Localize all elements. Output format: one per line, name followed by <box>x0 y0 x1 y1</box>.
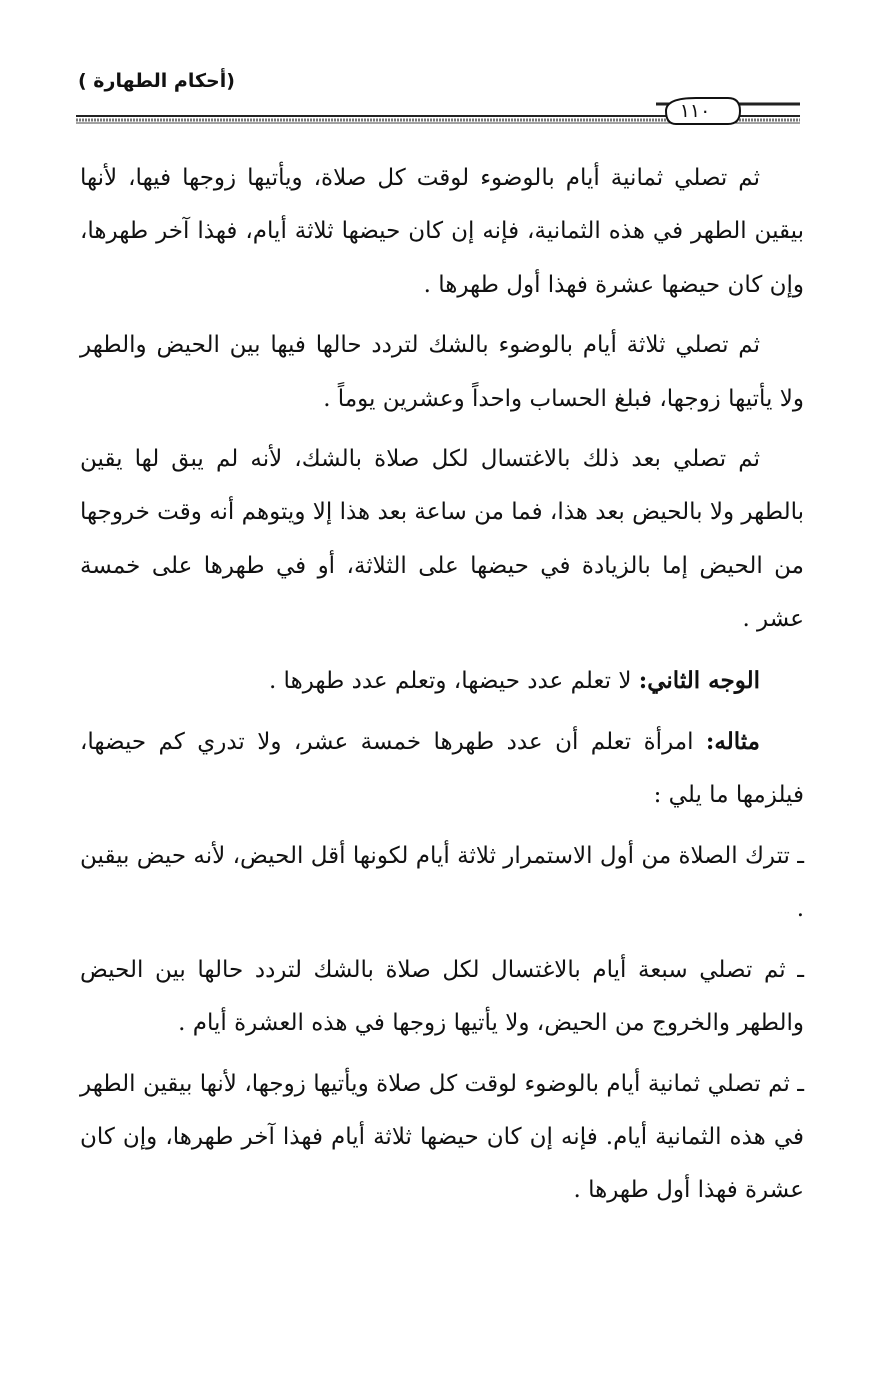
body-text <box>80 152 804 1225</box>
running-title: (أحكام الطهارة ) <box>78 70 235 92</box>
paragraph: ثم تصلي بعد ذلك بالاغتسال لكل صلاة بالشك، لأنه لم يبق لها يقين بالطهر ولا بالحيض بعد هذا، فما من ساعة بعد هذا إلا ويتوهم أنه وقت خروجها من الحيض إما بالزيادة في حيضها على الثلاثة، أو في طهرها على خمسة عشر . <box>80 446 804 633</box>
paragraph-label: الوجه الثاني: <box>638 666 760 694</box>
paragraph: ـ ثم تصلي ثمانية أيام بالوضوء لوقت كل صلاة ويأتيها زوجها، لأنها بيقين الطهر في هذه الثمانية أيام. فإنه إن كان حيضها ثلاثة أيام فهذا آخر طهرها، وإن كان عشرة فهذا أول طهرها . <box>80 1070 804 1204</box>
paragraph: ثم تصلي ثمانية أيام بالوضوء لوقت كل صلاة، ويأتيها زوجها فيها، لأنها بيقين الطهر في هذه الثمانية، فإنه إن كان حيضها ثلاثة أيام، فهذا آخر طهرها، وإن كان حيضها عشرة فهذا أول طهرها . <box>80 165 804 298</box>
paragraph: ـ ثم تصلي سبعة أيام بالاغتسال لكل صلاة بالشك لتردد حالها بين الحيض والطهر والخروج من الحيض، ولا يأتيها زوجها في هذه العشرة أيام . <box>80 956 804 1037</box>
paragraph-text: امرأة تعلم أن عدد طهرها خمسة عشر، ولا تدري كم حيضها، فيلزمها ما يلي : <box>80 729 804 809</box>
paragraph-text: لا تعلم عدد حيضها، وتعلم عدد طهرها . <box>268 667 639 694</box>
page-number: ١١٠ <box>679 100 711 122</box>
paragraph <box>80 715 804 823</box>
paragraph <box>80 654 804 708</box>
paragraph: ثم تصلي ثلاثة أيام بالوضوء بالشك لتردد حالها فيها بين الحيض والطهر ولا يأتيها زوجها، فبلغ الحساب واحداً وعشرين يوماً . <box>80 332 804 412</box>
paragraph-label: مثاله: <box>705 728 760 756</box>
paragraph: ـ تترك الصلاة من أول الاستمرار ثلاثة أيام لكونها أقل الحيض، لأنه حيض بيقين . <box>80 842 804 923</box>
